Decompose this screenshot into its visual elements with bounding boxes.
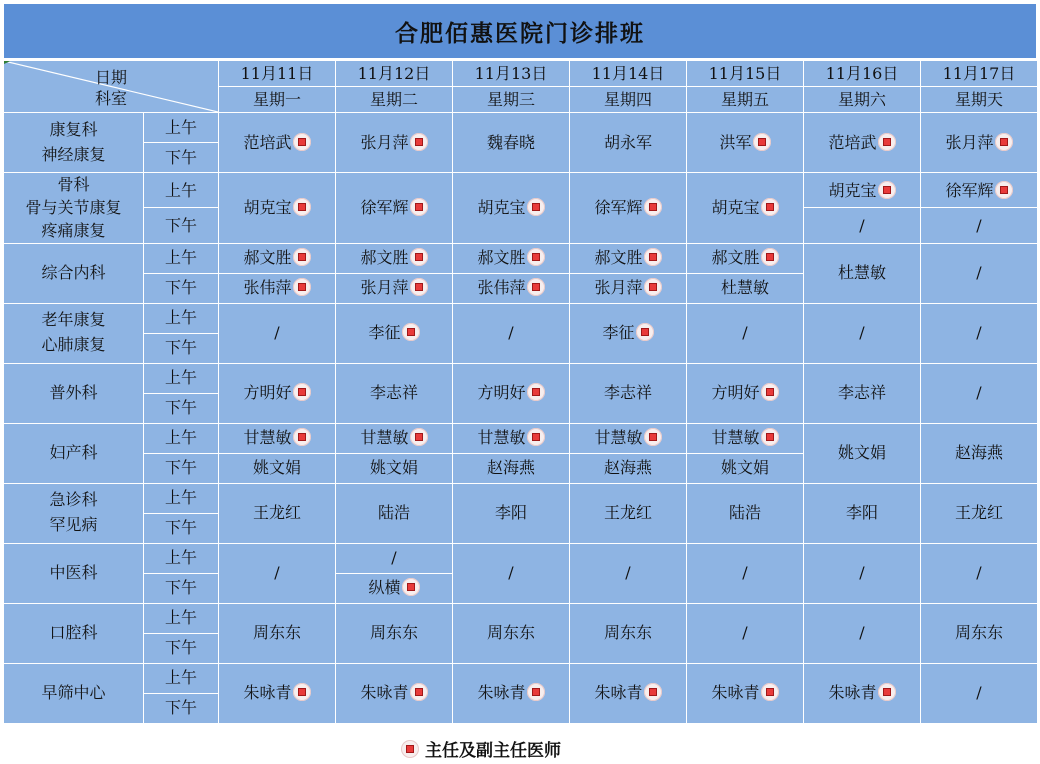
date-header: 11月11日	[219, 61, 336, 87]
dept-name-line: 神经康复	[41, 144, 106, 164]
date-header: 11月14日	[570, 61, 687, 87]
dept-name-line: 骨科	[57, 175, 90, 194]
dept-row-am	[4, 603, 1038, 633]
schedule-cell	[570, 543, 687, 603]
doctor-name: 胡克宝	[243, 198, 292, 218]
doctor-name: 方明好	[477, 383, 526, 403]
schedule-cell-am	[453, 423, 570, 453]
doctor-name: 周东东	[486, 623, 535, 643]
date-header: 11月17日	[921, 61, 1038, 87]
senior-doctor-icon	[995, 181, 1013, 199]
senior-doctor-icon	[644, 248, 662, 266]
doctor-name: 朱咏青	[243, 683, 292, 703]
schedule-cell	[687, 173, 804, 244]
schedule-cell	[921, 303, 1038, 363]
senior-doctor-icon	[527, 683, 545, 701]
schedule-cell-pm	[921, 208, 1038, 243]
dept-name	[4, 363, 144, 423]
date-header: 11月12日	[336, 61, 453, 87]
dept-name-line: 老年康复	[41, 310, 106, 330]
doctor-name: 周东东	[252, 623, 301, 643]
doctor-name: 郝文胜	[594, 248, 643, 268]
schedule-cell	[804, 303, 921, 363]
schedule-cell-am	[570, 243, 687, 273]
period-am: 上午	[144, 423, 219, 453]
schedule-cell	[570, 113, 687, 173]
doctor-name: 朱咏青	[594, 683, 643, 703]
dept-name-line: 骨与关节康复	[25, 198, 122, 218]
schedule-cell	[219, 663, 336, 723]
period-pm: 下午	[144, 513, 219, 543]
doctor-name: 魏春晓	[486, 132, 535, 152]
schedule-cell	[804, 423, 921, 483]
schedule-cell	[219, 543, 336, 603]
dept-row-am	[4, 243, 1038, 273]
dept-name	[4, 483, 144, 543]
doctor-name: /	[391, 548, 397, 568]
schedule-cell-pm	[804, 208, 921, 243]
date-header: 11月16日	[804, 61, 921, 87]
senior-doctor-icon	[527, 198, 545, 216]
schedule-cell	[570, 173, 687, 244]
doctor-name: /	[508, 323, 514, 343]
schedule-cell-pm	[570, 453, 687, 483]
schedule-cell	[219, 173, 336, 244]
doctor-name: 郝文胜	[243, 248, 292, 268]
schedule-cell	[570, 363, 687, 423]
doctor-name: 朱咏青	[711, 683, 760, 703]
schedule-cell	[453, 483, 570, 543]
senior-doctor-icon	[527, 383, 545, 401]
schedule-cell-am	[219, 423, 336, 453]
schedule-cell	[804, 663, 921, 723]
dept-row-am	[4, 363, 1038, 393]
dept-name	[4, 113, 144, 173]
schedule-cell-am	[921, 173, 1038, 208]
weekday-header: 星期天	[921, 87, 1038, 113]
doctor-name: 李阳	[845, 503, 878, 523]
period-am: 上午	[144, 243, 219, 273]
schedule-table	[3, 60, 1038, 724]
doctor-name: /	[976, 563, 982, 583]
dept-name	[4, 543, 144, 603]
schedule-cell	[687, 603, 804, 663]
period-am: 上午	[144, 173, 219, 208]
doctor-name: 李志祥	[837, 383, 886, 403]
legend-label: 主任及副主任医师	[425, 741, 561, 761]
period-pm: 下午	[144, 693, 219, 723]
schedule-cell	[219, 303, 336, 363]
doctor-name: 周东东	[369, 623, 418, 643]
senior-doctor-icon	[293, 198, 311, 216]
doctor-name: 朱咏青	[828, 683, 877, 703]
schedule-cell-pm	[687, 453, 804, 483]
doctor-name: /	[742, 323, 748, 343]
doctor-name: 朱咏青	[477, 683, 526, 703]
schedule-cell	[687, 303, 804, 363]
dept-name	[4, 603, 144, 663]
dept-row-am	[4, 543, 1038, 573]
doctor-name: 徐军辉	[945, 180, 994, 200]
senior-doctor-icon	[644, 278, 662, 296]
doctor-name: 胡克宝	[711, 198, 760, 218]
schedule-cell	[804, 543, 921, 603]
schedule-cell	[921, 243, 1038, 303]
doctor-name: 赵海燕	[954, 443, 1003, 463]
schedule-cell-pm	[336, 273, 453, 303]
schedule-cell	[804, 113, 921, 173]
schedule-cell-am	[687, 423, 804, 453]
senior-doctor-icon	[527, 248, 545, 266]
doctor-name: 甘慧敏	[243, 428, 292, 448]
senior-doctor-icon	[878, 683, 896, 701]
schedule-cell-pm	[687, 273, 804, 303]
senior-doctor-icon	[761, 428, 779, 446]
schedule-cell-pm	[336, 573, 453, 603]
schedule-cell	[336, 603, 453, 663]
doctor-name: 范培武	[828, 132, 877, 152]
schedule-cell	[921, 113, 1038, 173]
senior-doctor-icon	[761, 198, 779, 216]
schedule-cell	[336, 483, 453, 543]
doctor-name: 姚文娟	[837, 443, 886, 463]
schedule-cell	[921, 483, 1038, 543]
schedule-cell	[921, 423, 1038, 483]
doctor-name: 郝文胜	[360, 248, 409, 268]
date-header: 11月13日	[453, 61, 570, 87]
period-am: 上午	[144, 603, 219, 633]
schedule-cell	[336, 113, 453, 173]
doctor-name: /	[625, 563, 631, 583]
schedule-cell	[687, 363, 804, 423]
senior-doctor-icon	[293, 248, 311, 266]
schedule-cell	[453, 663, 570, 723]
senior-doctor-icon	[402, 323, 420, 341]
schedule-cell	[453, 603, 570, 663]
doctor-name: /	[976, 215, 982, 235]
period-am: 上午	[144, 483, 219, 513]
dept-name-line: 心肺康复	[41, 335, 106, 355]
schedule-cell	[921, 603, 1038, 663]
doctor-name: 李征	[602, 323, 635, 343]
schedule-cell-am	[336, 243, 453, 273]
corner-header	[4, 61, 219, 113]
doctor-name: /	[742, 563, 748, 583]
dept-name	[4, 303, 144, 363]
period-pm: 下午	[144, 393, 219, 423]
schedule-cell	[570, 663, 687, 723]
dept-row-am	[4, 423, 1038, 453]
dept-name-line: 疼痛康复	[41, 221, 106, 241]
schedule-cell-pm	[219, 273, 336, 303]
dept-name-line: 早筛中心	[41, 682, 106, 702]
doctor-name: 方明好	[243, 383, 292, 403]
date-label: 日期	[94, 68, 127, 87]
period-am: 上午	[144, 113, 219, 143]
senior-doctor-icon	[761, 248, 779, 266]
dept-name-line: 罕见病	[49, 515, 98, 535]
dept-name	[4, 423, 144, 483]
senior-doctor-icon	[761, 383, 779, 401]
senior-doctor-icon	[293, 428, 311, 446]
doctor-name: /	[742, 623, 748, 643]
schedule-cell-pm	[453, 273, 570, 303]
schedule-cell	[219, 113, 336, 173]
doctor-name: 张月萍	[945, 132, 994, 152]
period-am: 上午	[144, 663, 219, 693]
doctor-name: 陆浩	[377, 503, 410, 523]
doctor-name: 赵海燕	[603, 458, 652, 478]
doctor-name: 杜慧敏	[837, 263, 886, 283]
doctor-name: 周东东	[603, 623, 652, 643]
doctor-name: /	[274, 323, 280, 343]
senior-doctor-icon	[995, 133, 1013, 151]
weekday-header: 星期四	[570, 87, 687, 113]
period-am: 上午	[144, 303, 219, 333]
senior-doctor-icon	[878, 181, 896, 199]
dept-row-am	[4, 113, 1038, 143]
dept-row-am	[4, 303, 1038, 333]
doctor-name: /	[859, 623, 865, 643]
senior-doctor-icon	[644, 198, 662, 216]
schedule-cell	[687, 113, 804, 173]
period-pm: 下午	[144, 573, 219, 603]
doctor-name: 徐军辉	[594, 198, 643, 218]
schedule-cell	[804, 483, 921, 543]
senior-doctor-icon	[644, 428, 662, 446]
schedule-cell-am	[570, 423, 687, 453]
doctor-name: 纵横	[368, 578, 401, 598]
schedule-cell	[219, 603, 336, 663]
senior-doctor-icon	[761, 683, 779, 701]
doctor-name: 张伟萍	[477, 278, 526, 298]
doctor-name: 胡克宝	[477, 198, 526, 218]
doctor-name: 范培武	[243, 132, 292, 152]
senior-doctor-icon	[410, 683, 428, 701]
senior-doctor-icon	[293, 683, 311, 701]
dept-row-am	[4, 483, 1038, 513]
senior-doctor-icon	[410, 248, 428, 266]
doctor-name: /	[976, 263, 982, 283]
doctor-name: 张月萍	[594, 278, 643, 298]
schedule-cell-pm	[219, 453, 336, 483]
header-row-dates	[4, 61, 1038, 87]
schedule-cell-am	[336, 543, 453, 573]
weekday-header: 星期五	[687, 87, 804, 113]
doctor-name: /	[508, 563, 514, 583]
period-pm: 下午	[144, 273, 219, 303]
senior-doctor-icon	[293, 383, 311, 401]
doctor-name: 洪军	[719, 132, 752, 152]
schedule-cell-am	[687, 243, 804, 273]
schedule-cell	[453, 303, 570, 363]
doctor-name: 朱咏青	[360, 683, 409, 703]
senior-doctor-icon	[410, 198, 428, 216]
weekday-header: 星期一	[219, 87, 336, 113]
doctor-name: /	[976, 323, 982, 343]
doctor-name: 王龙红	[603, 503, 652, 523]
schedule-cell	[687, 483, 804, 543]
dept-name-line: 综合内科	[41, 262, 106, 282]
schedule-cell	[336, 173, 453, 244]
schedule-cell-pm	[336, 453, 453, 483]
period-am: 上午	[144, 363, 219, 393]
schedule-cell	[336, 363, 453, 423]
schedule-cell	[804, 603, 921, 663]
doctor-name: 甘慧敏	[594, 428, 643, 448]
weekday-header: 星期三	[453, 87, 570, 113]
doctor-name: 张月萍	[360, 132, 409, 152]
dept-name-line: 急诊科	[49, 490, 98, 510]
doctor-name: 李志祥	[603, 383, 652, 403]
senior-doctor-icon	[410, 133, 428, 151]
period-pm: 下午	[144, 143, 219, 173]
weekday-header: 星期六	[804, 87, 921, 113]
senior-doctor-icon	[878, 133, 896, 151]
period-pm: 下午	[144, 453, 219, 483]
period-am: 上午	[144, 543, 219, 573]
dept-name-line: 中医科	[49, 562, 98, 582]
weekday-header: 星期二	[336, 87, 453, 113]
schedule-cell	[453, 173, 570, 244]
doctor-name: 张月萍	[360, 278, 409, 298]
schedule-cell-am	[453, 243, 570, 273]
schedule-cell	[336, 663, 453, 723]
doctor-name: 李志祥	[369, 383, 418, 403]
schedule-cell	[921, 363, 1038, 423]
doctor-name: 陆浩	[728, 503, 761, 523]
senior-doctor-icon	[527, 428, 545, 446]
dept-name	[4, 243, 144, 303]
doctor-name: /	[859, 215, 865, 235]
doctor-name: /	[976, 383, 982, 403]
schedule-cell	[687, 543, 804, 603]
doctor-name: 方明好	[711, 383, 760, 403]
schedule-cell	[453, 363, 570, 423]
doctor-name: /	[859, 323, 865, 343]
dept-name-line: 普外科	[49, 382, 98, 402]
dept-row-am	[4, 663, 1038, 693]
schedule-cell-pm	[570, 273, 687, 303]
schedule-cell-am	[219, 243, 336, 273]
doctor-name: 姚文娟	[369, 458, 418, 478]
senior-doctor-icon	[753, 133, 771, 151]
schedule-cell	[570, 483, 687, 543]
schedule-cell	[570, 603, 687, 663]
senior-doctor-icon	[410, 278, 428, 296]
schedule-cell	[921, 663, 1038, 723]
schedule-cell	[219, 363, 336, 423]
senior-doctor-icon	[293, 278, 311, 296]
period-pm: 下午	[144, 633, 219, 663]
doctor-name: 张伟萍	[243, 278, 292, 298]
doctor-name: /	[976, 683, 982, 703]
dept-name-line: 康复科	[49, 119, 98, 139]
senior-doctor-icon	[402, 578, 420, 596]
schedule-cell	[921, 543, 1038, 603]
doctor-name: 郝文胜	[477, 248, 526, 268]
senior-doctor-icon	[644, 683, 662, 701]
period-pm: 下午	[144, 208, 219, 243]
schedule-cell	[453, 543, 570, 603]
senior-doctor-icon	[527, 278, 545, 296]
schedule-cell	[219, 483, 336, 543]
doctor-name: 赵海燕	[486, 458, 535, 478]
senior-doctor-icon	[293, 133, 311, 151]
doctor-name: 甘慧敏	[711, 428, 760, 448]
doctor-name: 甘慧敏	[477, 428, 526, 448]
doctor-name: 姚文娟	[252, 458, 301, 478]
schedule-cell-am	[336, 423, 453, 453]
senior-doctor-icon	[636, 323, 654, 341]
doctor-name: 徐军辉	[360, 198, 409, 218]
doctor-name: 甘慧敏	[360, 428, 409, 448]
dept-label: 科室	[94, 88, 127, 108]
doctor-name: 周东东	[954, 623, 1003, 643]
doctor-name: 胡克宝	[828, 180, 877, 200]
doctor-name: 李征	[368, 323, 401, 343]
doctor-name: 郝文胜	[711, 248, 760, 268]
senior-doctor-icon	[410, 428, 428, 446]
schedule-cell	[336, 303, 453, 363]
doctor-name: /	[859, 563, 865, 583]
dept-name	[4, 173, 144, 244]
schedule-cell-pm	[453, 453, 570, 483]
schedule-cell	[804, 243, 921, 303]
doctor-name: 胡永军	[603, 132, 652, 152]
dept-row-am	[4, 173, 1038, 208]
period-pm: 下午	[144, 333, 219, 363]
senior-doctor-icon	[401, 740, 419, 758]
schedule-cell	[570, 303, 687, 363]
schedule-cell	[804, 363, 921, 423]
doctor-name: 王龙红	[252, 503, 301, 523]
legend	[400, 736, 561, 761]
doctor-name: 杜慧敏	[720, 278, 769, 298]
doctor-name: /	[274, 563, 280, 583]
schedule-cell	[687, 663, 804, 723]
doctor-name: 王龙红	[954, 503, 1003, 523]
doctor-name: 李阳	[494, 503, 527, 523]
dept-name-line: 口腔科	[49, 622, 98, 642]
date-header: 11月15日	[687, 61, 804, 87]
dept-name-line: 妇产科	[49, 442, 98, 462]
doctor-name: 姚文娟	[720, 458, 769, 478]
schedule-cell-am	[804, 173, 921, 208]
page-title: 合肥佰惠医院门诊排班	[3, 3, 1037, 59]
dept-name	[4, 663, 144, 723]
schedule-cell	[453, 113, 570, 173]
